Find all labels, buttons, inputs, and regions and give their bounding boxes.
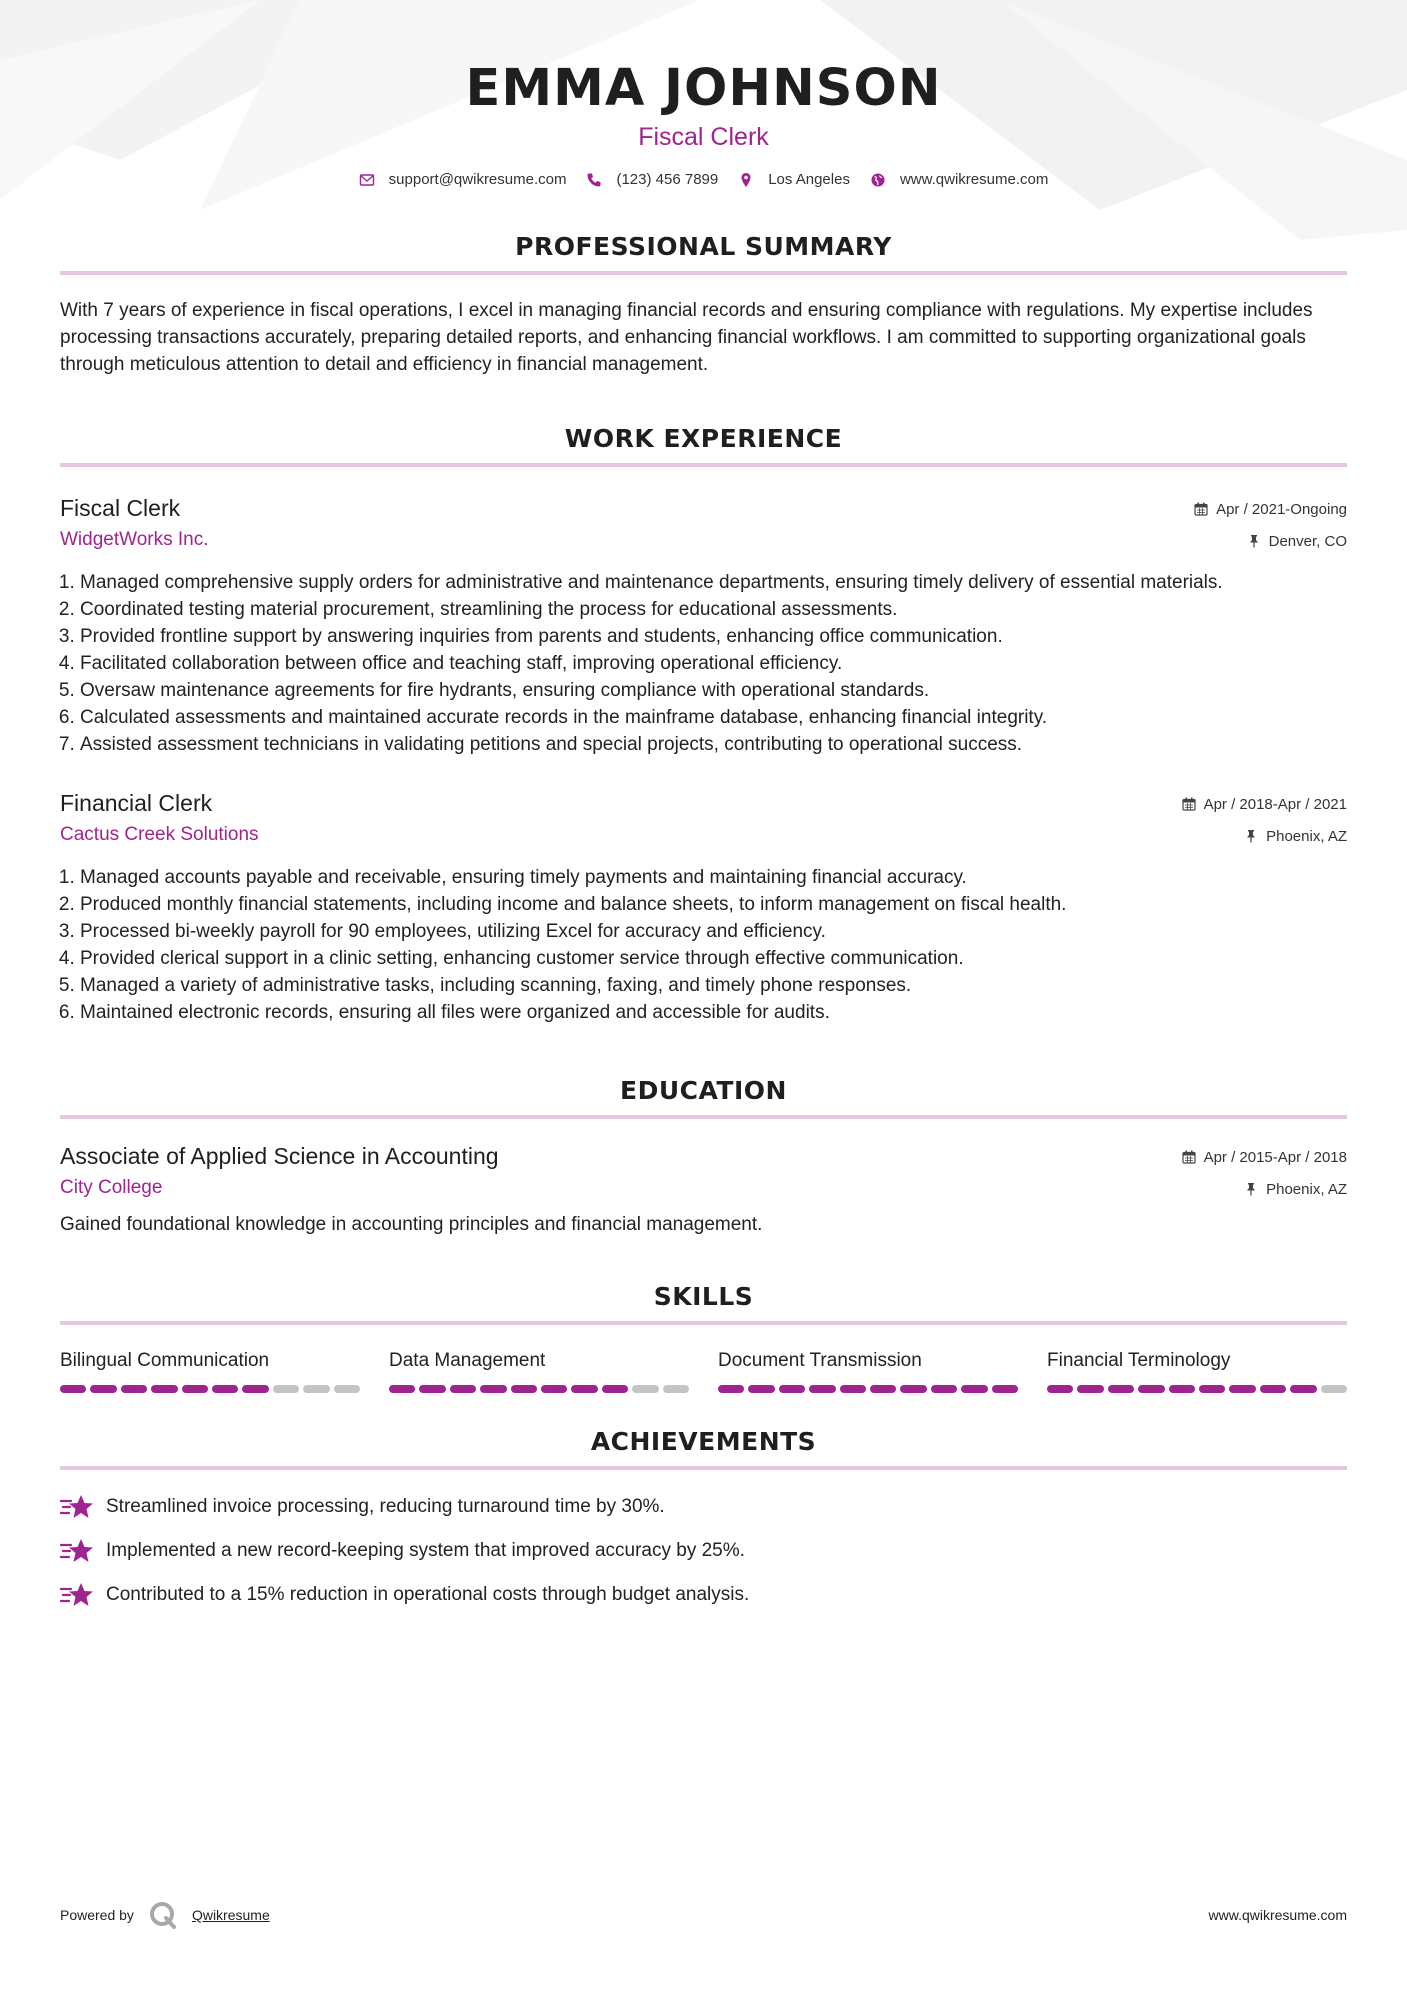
qwikresume-logo-icon: [148, 1900, 178, 1930]
skill-segment-filled: [182, 1385, 208, 1393]
skill-segment-filled: [541, 1385, 567, 1393]
skill-segment-filled: [1108, 1385, 1134, 1393]
skill-segment-filled: [900, 1385, 926, 1393]
list-item: 4. Provided clerical support in a clinic setting, enhancing customer service through effective communication.: [80, 945, 1347, 972]
job-bullets: [60, 864, 1347, 1026]
envelope-icon: [359, 172, 375, 188]
achievement-text: Implemented a new record-keeping system that improved accuracy by 25%.: [106, 1540, 745, 1561]
skill-name: Data Management: [389, 1350, 546, 1371]
skill-segment-empty: [632, 1385, 658, 1393]
skill-segment-empty: [303, 1385, 329, 1393]
job-title: Financial Clerk: [60, 790, 213, 816]
skill-segment-empty: [273, 1385, 299, 1393]
powered-by-label: Powered by: [60, 1907, 134, 1923]
contact-location: [738, 171, 850, 188]
footer-website[interactable]: www.qwikresume.com: [1208, 1907, 1347, 1923]
job-location: Denver, CO: [1268, 532, 1347, 550]
skill-level-bar: [1047, 1385, 1347, 1393]
skill-segment-empty: [1321, 1385, 1347, 1393]
skill-segment-filled: [718, 1385, 744, 1393]
skill-item: [1047, 1349, 1347, 1393]
education-location: Phoenix, AZ: [1266, 1180, 1347, 1198]
education-description: Gained foundational knowledge in accounting principles and financial management.: [60, 1214, 763, 1235]
skill-segment-empty: [663, 1385, 689, 1393]
education-meta: [1182, 1141, 1347, 1201]
skill-segment-filled: [121, 1385, 147, 1393]
contact-bar: [60, 171, 1347, 188]
skill-level-bar: [60, 1385, 360, 1393]
list-item: 6. Calculated assessments and maintained accurate records in the mainframe database, enhancing financial integrity.: [80, 704, 1347, 731]
globe-icon: [870, 172, 886, 188]
job-title: Fiscal Clerk: [60, 495, 181, 521]
skills-list: [60, 1349, 1347, 1393]
footer: [60, 1900, 1347, 1930]
education-dates: Apr / 2015-Apr / 2018: [1203, 1148, 1347, 1166]
skill-level-bar: [718, 1385, 1018, 1393]
phone-text: (123) 456 7899: [616, 171, 719, 188]
job-entry: [60, 493, 1347, 758]
skill-segment-filled: [450, 1385, 476, 1393]
phone-icon: [586, 172, 602, 188]
education-heading: EDUCATION: [60, 1076, 1347, 1119]
skill-segment-filled: [511, 1385, 537, 1393]
skill-name: Financial Terminology: [1047, 1350, 1231, 1371]
skill-name: Bilingual Communication: [60, 1350, 270, 1371]
list-item: 2. Coordinated testing material procurement, streamlining the process for educational assessments.: [80, 596, 1347, 623]
job-location: Phoenix, AZ: [1266, 827, 1347, 845]
achievement-item: [60, 1580, 1347, 1610]
star-icon: [60, 1580, 94, 1610]
list-item: 4. Facilitated collaboration between office and teaching staff, improving operational efficiency.: [80, 650, 1347, 677]
company-name: Cactus Creek Solutions: [60, 824, 259, 845]
achievement-text: Streamlined invoice processing, reducing turnaround time by 30%.: [106, 1496, 665, 1517]
skill-item: [389, 1349, 689, 1393]
skill-segment-filled: [992, 1385, 1018, 1393]
company-name: WidgetWorks Inc.: [60, 529, 209, 550]
skills-heading: SKILLS: [60, 1282, 1347, 1325]
skill-segment-filled: [931, 1385, 957, 1393]
skill-segment-filled: [961, 1385, 987, 1393]
education-entry: [60, 1141, 1347, 1238]
skill-segment-empty: [334, 1385, 360, 1393]
achievement-item: [60, 1492, 1347, 1522]
star-icon: [60, 1492, 94, 1522]
job-meta: [1182, 788, 1347, 848]
skill-segment-filled: [1138, 1385, 1164, 1393]
map-pin-icon: [738, 172, 754, 188]
powered-by: [60, 1900, 270, 1930]
candidate-role: Fiscal Clerk: [638, 123, 769, 151]
job-dates: Apr / 2021-Ongoing: [1216, 500, 1347, 518]
candidate-name: EMMA JOHNSON: [465, 59, 942, 118]
skill-level-bar: [389, 1385, 689, 1393]
calendar-icon: [1182, 797, 1196, 811]
pushpin-icon: [1244, 829, 1258, 843]
job-bullets: [60, 569, 1347, 758]
list-item: 3. Processed bi-weekly payroll for 90 employees, utilizing Excel for accuracy and efficiency.: [80, 918, 1347, 945]
email-text: support@qwikresume.com: [388, 171, 567, 188]
skill-segment-filled: [779, 1385, 805, 1393]
skill-item: [60, 1349, 360, 1393]
job-entry: [60, 788, 1347, 1026]
school-name: City College: [60, 1177, 163, 1198]
work-heading: WORK EXPERIENCE: [60, 424, 1347, 467]
achievement-text: Contributed to a 15% reduction in operational costs through budget analysis.: [106, 1584, 750, 1605]
contact-phone[interactable]: [586, 171, 718, 188]
skill-segment-filled: [870, 1385, 896, 1393]
skill-name: Document Transmission: [718, 1350, 922, 1371]
skill-segment-filled: [1199, 1385, 1225, 1393]
skill-segment-filled: [1290, 1385, 1316, 1393]
contact-website[interactable]: [870, 171, 1048, 188]
list-item: 1. Managed comprehensive supply orders for administrative and maintenance departments, ensuring timely delivery of essential materials.: [80, 569, 1347, 596]
skill-segment-filled: [840, 1385, 866, 1393]
skill-segment-filled: [1077, 1385, 1103, 1393]
achievement-item: [60, 1536, 1347, 1566]
skill-item: [718, 1349, 1018, 1393]
pushpin-icon: [1244, 1182, 1258, 1196]
job-meta: [1194, 493, 1347, 553]
achievements-heading: ACHIEVEMENTS: [60, 1427, 1347, 1470]
achievements-list: [60, 1492, 1347, 1610]
pushpin-icon: [1247, 534, 1261, 548]
skill-segment-filled: [151, 1385, 177, 1393]
summary-text: With 7 years of experience in fiscal operations, I excel in managing financial records and ensuring compliance with regulations. My expertise includes processing transactions accurately, preparing detailed reports, and enhancing financial workflows. I am committed to supporting organizational goals through meticulous attention to detail and efficiency in financial management.: [60, 300, 1313, 375]
skill-segment-filled: [1229, 1385, 1255, 1393]
location-text: Los Angeles: [768, 171, 850, 188]
skill-segment-filled: [809, 1385, 835, 1393]
list-item: 1. Managed accounts payable and receivable, ensuring timely payments and maintaining financial accuracy.: [80, 864, 1347, 891]
list-item: 7. Assisted assessment technicians in validating petitions and special projects, contributing to operational success.: [80, 731, 1347, 758]
star-icon: [60, 1536, 94, 1566]
skill-segment-filled: [602, 1385, 628, 1393]
skill-segment-filled: [1260, 1385, 1286, 1393]
website-text: www.qwikresume.com: [899, 171, 1049, 188]
contact-email[interactable]: [359, 171, 567, 188]
skill-segment-filled: [90, 1385, 116, 1393]
degree-title: Associate of Applied Science in Accounting: [60, 1143, 499, 1169]
skill-segment-filled: [1047, 1385, 1073, 1393]
calendar-icon: [1194, 502, 1208, 516]
skill-segment-filled: [419, 1385, 445, 1393]
skill-segment-filled: [748, 1385, 774, 1393]
skill-segment-filled: [60, 1385, 86, 1393]
list-item: 5. Managed a variety of administrative tasks, including scanning, faxing, and timely phone responses.: [80, 972, 1347, 999]
calendar-icon: [1182, 1150, 1196, 1164]
list-item: 2. Produced monthly financial statements, including income and balance sheets, to inform management on fiscal health.: [80, 891, 1347, 918]
skill-segment-filled: [480, 1385, 506, 1393]
list-item: 6. Maintained electronic records, ensuring all files were organized and accessible for audits.: [80, 999, 1347, 1026]
list-item: 5. Oversaw maintenance agreements for fire hydrants, ensuring compliance with operational standards.: [80, 677, 1347, 704]
skill-segment-filled: [571, 1385, 597, 1393]
summary-heading: PROFESSIONAL SUMMARY: [60, 232, 1347, 275]
skill-segment-filled: [389, 1385, 415, 1393]
skill-segment-filled: [242, 1385, 268, 1393]
resume-header: [60, 0, 1347, 188]
list-item: 3. Provided frontline support by answering inquiries from parents and students, enhancing office communication.: [80, 623, 1347, 650]
skill-segment-filled: [1169, 1385, 1195, 1393]
brand-link[interactable]: Qwikresume: [191, 1907, 270, 1923]
job-dates: Apr / 2018-Apr / 2021: [1203, 795, 1347, 813]
skill-segment-filled: [212, 1385, 238, 1393]
